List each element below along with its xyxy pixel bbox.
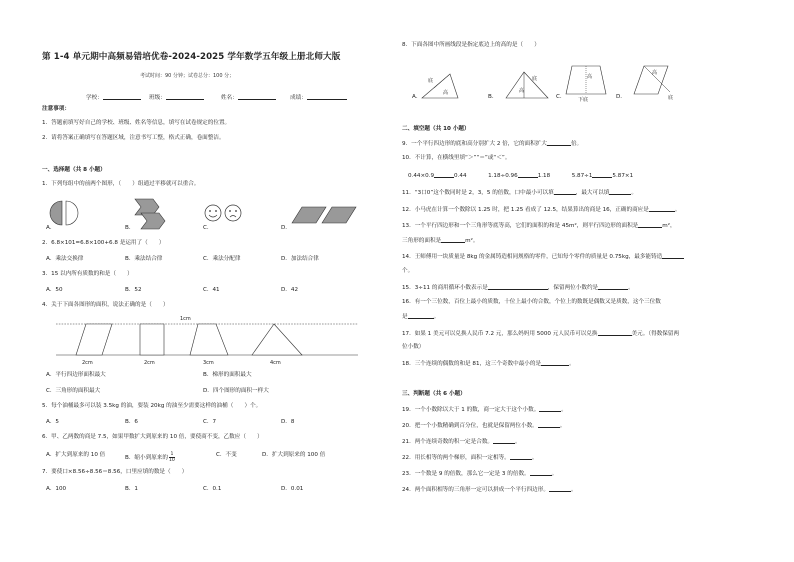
q6-text: 6．甲、乙两数的商是 7.5，如果甲数扩大到原来的 10 倍，要使商不变，乙数应（ ）	[42, 434, 263, 440]
q3-opt-b[interactable]: B．52	[125, 287, 142, 293]
label-4cm: 4cm	[270, 360, 281, 366]
parallelogram-figure	[76, 324, 112, 355]
q13-text-a: 13．一个平行四边形和一个三角形等底等高，它们的面积的和是 45m²，则平行四边形的面积是	[402, 223, 639, 229]
q7-text: 7．要使口×8.56÷8.56＝8.56，口里应填的数是（ ）	[42, 469, 188, 475]
q9-text: 9．一个平行四边形的底和高分别扩大 2 倍，它的面积扩大	[402, 141, 547, 147]
fraction-denominator: 10	[169, 458, 175, 463]
q17-line2: 位小数）	[402, 344, 425, 350]
q1-opt-a[interactable]: A．	[46, 225, 56, 231]
q3-text: 3．15 以内所有质数的和是（ ）	[42, 271, 133, 277]
q6-opt-a[interactable]: A．扩大到原来的 10 倍	[46, 452, 106, 458]
q6-opt-d[interactable]: D．扩大到原来的 100 倍	[262, 452, 326, 458]
section-2-title: 二、填空题（共 10 小题）	[402, 126, 470, 132]
section-1-title: 一、选择题（共 8 小题）	[42, 167, 106, 173]
parallelograms-figure	[292, 207, 356, 223]
q16-blank[interactable]	[408, 313, 434, 319]
q12-blank[interactable]	[649, 206, 675, 212]
q23-text: 23．一个数是 9 的倍数，那么它一定是 3 的倍数。	[402, 471, 530, 477]
name-field[interactable]	[221, 94, 276, 102]
school-field[interactable]	[86, 94, 141, 102]
q7-opt-b[interactable]: B．1	[125, 486, 138, 492]
exam-subtitle: 考试时间：90 分钟；试卷总分：100 分；	[140, 73, 235, 79]
q10-val-1: 0.44	[454, 173, 467, 179]
q24-text: 24．两个面积相等的三角形一定可以拼成一个平行四边形。	[402, 487, 549, 493]
q17-text-a: 17．如果 1 美元可以兑换人民币 7.2 元，那么妈妈用 5000 元人民币可以兑换	[402, 331, 598, 337]
q5-text: 5．每个油桶最多可以装 3.5kg 的油，要装 20kg 的油至少需要这样的油桶（ ）个。	[42, 403, 262, 409]
q24-blank[interactable]	[549, 486, 571, 492]
q6-opt-b[interactable]	[125, 452, 175, 463]
q3-opt-d[interactable]: D．42	[281, 287, 299, 293]
q8-a-base: 底	[428, 78, 434, 84]
q10-expr-3: 5.87÷1	[571, 173, 593, 179]
q21-blank[interactable]	[493, 438, 515, 444]
q11-text-b: ，最大可以填	[575, 190, 610, 196]
q17	[402, 330, 679, 338]
q9-tail: 倍。	[570, 141, 583, 147]
q8-figure-b	[506, 72, 548, 98]
q5-opt-d[interactable]: D．8	[281, 419, 295, 425]
q19: 19．一个小数除以大于 1 的数，商一定大于这个小数。 。	[402, 407, 567, 413]
trapezoid-figure	[190, 324, 228, 355]
q5-opt-a[interactable]: A．5	[46, 419, 59, 425]
q15-blank-2[interactable]	[598, 284, 628, 290]
q2-text: 2．6.8×101=6.8×100+6.8 是运用了（ ）	[42, 240, 165, 246]
q20: 20．把一个小数精确到百分位，也就是保留两位小数。 。	[402, 423, 566, 429]
q8-d-base: 底	[668, 95, 674, 101]
q10-expr-1: 0.44×0.9	[408, 173, 435, 179]
q10-val-2: 1.18	[537, 173, 551, 179]
school-label: 学校：	[86, 95, 103, 101]
q5-opt-c[interactable]: C．7	[203, 419, 217, 425]
q8-figure-c	[566, 66, 606, 103]
left-column	[40, 0, 390, 562]
triangle-figure	[252, 324, 302, 355]
q2-opt-a[interactable]: A．乘法交换律	[46, 256, 84, 262]
q8-d-height: 高	[652, 70, 658, 76]
label-2cm-a: 2cm	[82, 360, 93, 366]
q18-blank[interactable]	[541, 360, 569, 366]
q20-text: 20．把一个小数精确到百分位，也就是保留两位小数。	[402, 423, 538, 429]
q3-opt-a[interactable]: A．50	[46, 287, 63, 293]
q10-blank-1[interactable]	[434, 172, 454, 178]
q22-blank[interactable]	[510, 454, 532, 460]
q22-text: 22．用长相等的两个梯形，面积一定相等。	[402, 455, 510, 461]
q11: 11．“3口0”这个数同时是 2，3，5 的倍数，口中最小可以填 ，最大可以填 。	[402, 190, 637, 196]
label-1cm: 1cm	[180, 316, 191, 322]
q9	[402, 140, 582, 148]
q8-text: 8．下面各图中所画线段是指定底边上的高的是（ ）	[402, 42, 540, 48]
q6-opt-b-label: B．缩小到原来的	[125, 455, 168, 461]
q7-opt-a[interactable]: A．100	[46, 486, 67, 492]
q15-blank-1[interactable]	[488, 284, 548, 290]
q2-opt-d[interactable]: D．加法结合律	[281, 256, 319, 262]
q10-blank-2[interactable]	[518, 172, 538, 178]
q8-a-height: 高	[443, 90, 449, 96]
class-label: 班级：	[149, 95, 166, 101]
q8-figure-d	[634, 66, 673, 101]
q10-val-3: 5.87×1	[612, 173, 634, 179]
q13	[402, 222, 676, 230]
q13-line2	[402, 237, 478, 245]
q4-opt-d[interactable]: D．四个图形的面积一样大	[203, 388, 269, 394]
q13-unit-2: m²。	[465, 238, 479, 244]
q1-figures	[40, 193, 390, 233]
q11-blank-1[interactable]	[554, 189, 576, 195]
q8-figures	[402, 52, 762, 102]
q3-opt-c[interactable]: C．41	[203, 287, 220, 293]
q8-b-base: 底	[532, 76, 538, 82]
q10-text: 10．不计算，在横线里填“＞”“＝”或“＜”。	[402, 155, 511, 161]
q5-opt-b[interactable]: B．6	[125, 419, 138, 425]
q6-fraction	[169, 452, 175, 463]
smiley-faces-figure	[205, 205, 241, 221]
note-1: 1．答题前填写好自己的学校、班级、姓名等信息，填写在试卷规定的位置。	[42, 120, 231, 126]
q8-opt-b[interactable]: B．	[488, 94, 498, 100]
q4-opt-b[interactable]: B．梯形的面积最大	[203, 372, 252, 378]
label-3cm: 3cm	[203, 360, 214, 366]
half-circles-figure	[50, 201, 78, 225]
q13-unit-1: m²，	[662, 223, 676, 229]
q24: 24．两个面积相等的三角形一定可以拼成一个平行四边形。 。	[402, 487, 577, 493]
q13-text-b: 三角形的面积是	[402, 238, 442, 244]
q14-text-a: 14．王师傅用一块质量是 8kg 的金属铸造相同规格的零件，已知每个零件的质量是 0.75kg，最多能铸造	[402, 254, 663, 260]
q14-tail: 个。	[402, 268, 414, 274]
q4-opt-a[interactable]: A．平行四边形面积最大	[46, 372, 106, 378]
q8-opt-a[interactable]: A．	[412, 94, 422, 100]
q11-blank-2[interactable]	[609, 189, 631, 195]
name-label: 姓名：	[221, 95, 238, 101]
q21: 21．两个连续奇数的积一定是合数。 。	[402, 439, 521, 445]
q15: 15．3÷11 的商用循环小数表示是 ，保留两位小数约是 。	[402, 285, 634, 291]
q14	[402, 253, 684, 261]
q1-opt-b[interactable]: B．	[125, 225, 135, 231]
q4-text: 4．关于下面各图形的面积，说法正确的是（ ）	[42, 302, 169, 308]
q20-blank[interactable]	[538, 422, 560, 428]
q16-line2: 是 。	[402, 314, 440, 320]
q18-text: 18．三个连续的偶数的和是 81，这三个奇数中最小的是	[402, 361, 542, 367]
section-3-title: 三、判断题（共 6 小题）	[402, 391, 466, 397]
q8-c-height: 高	[587, 74, 593, 80]
q6-opt-c[interactable]: C．不变	[216, 452, 237, 458]
q4-opt-c[interactable]: C．三角形的面积最大	[46, 388, 101, 394]
rectangle-figure	[140, 324, 164, 355]
q10-blank-3[interactable]	[592, 172, 612, 178]
q8-c-base: 下底	[578, 97, 589, 103]
q8-opt-c[interactable]: C．	[556, 94, 566, 100]
q9-blank[interactable]	[547, 140, 571, 146]
q13-blank-2[interactable]	[441, 237, 465, 243]
q12: 12．小马虎在计算一个数除以 1.25 时，把 1.25 看成了 12.5，结果算出的商是 16，正确的商应是 。	[402, 207, 681, 213]
q7-opt-c[interactable]: C．0.1	[203, 486, 222, 492]
q12-text: 12．小马虎在计算一个数除以 1.25 时，把 1.25 看成了 12.5，结果算出的商是 16，正确的商应是	[402, 207, 649, 213]
q14-blank[interactable]	[662, 253, 684, 259]
q16: 16．有一个三位数，百位上最小的质数，十位上最小的合数，个位上的数既是偶数又是质数，这个三位数	[402, 299, 661, 305]
q7-opt-d[interactable]: D．0.01	[281, 486, 304, 492]
q2-opt-b[interactable]: B．乘法结合律	[125, 256, 163, 262]
q8-figure-a	[422, 74, 458, 98]
q2-opt-c[interactable]: C．乘法分配律	[203, 256, 241, 262]
q18-tail: 。	[569, 361, 575, 367]
exam-title: 第 1-4 单元期中高频易错培优卷-2024-2025 学年数学五年级上册北师大版	[42, 52, 341, 62]
q10-expr-2: 1.18÷0.96	[488, 173, 518, 179]
q21-text: 21．两个连续奇数的积一定是合数。	[402, 439, 494, 445]
q22: 22．用长相等的两个梯形，面积一定相等。 。	[402, 455, 538, 461]
q11-text-a: 11．“3口0”这个数同时是 2，3，5 的倍数，口中最小可以填	[402, 190, 554, 196]
score-label: 成绩：	[290, 95, 307, 101]
fraction-numerator: 1	[170, 452, 174, 457]
q10-row	[408, 172, 633, 180]
q1-opt-d[interactable]: D．	[281, 225, 291, 231]
note-2: 2．请将答案正确填写在答题区域，注意书写工整，格式正确，卷面整洁。	[42, 135, 225, 141]
q15-tail: ，保留两位小数约是	[547, 285, 599, 291]
q13-blank-1[interactable]	[638, 222, 662, 228]
q17-blank[interactable]	[598, 330, 632, 336]
label-2cm-b: 2cm	[144, 360, 155, 366]
q17-text-mid: 美元。（得数保留两	[631, 331, 680, 337]
q19-text: 19．一个小数除以大于 1 的数，商一定大于这个小数。	[402, 407, 540, 413]
q1-opt-c[interactable]: C．	[203, 225, 213, 231]
arrow-shapes-figure	[135, 199, 165, 229]
q8-opt-d[interactable]: D．	[616, 94, 626, 100]
notes-title: 注意事项：	[42, 106, 70, 112]
q8-b-height: 高	[519, 88, 525, 94]
q15-text: 15．3÷11 的商用循环小数表示是	[402, 285, 488, 291]
q23: 23．一个数是 9 的倍数，那么它一定是 3 的倍数。 。	[402, 471, 558, 477]
q4-figures	[40, 312, 390, 368]
q23-blank[interactable]	[530, 470, 552, 476]
q16-text-b: 是	[402, 314, 408, 320]
right-column	[402, 0, 762, 562]
q19-blank[interactable]	[539, 406, 561, 412]
score-field[interactable]	[290, 94, 347, 102]
q1-text: 1．下列每组中的前两个图形，（ ）组通过平移就可以重合。	[42, 181, 200, 187]
class-field[interactable]	[149, 94, 204, 102]
q18	[402, 360, 575, 368]
